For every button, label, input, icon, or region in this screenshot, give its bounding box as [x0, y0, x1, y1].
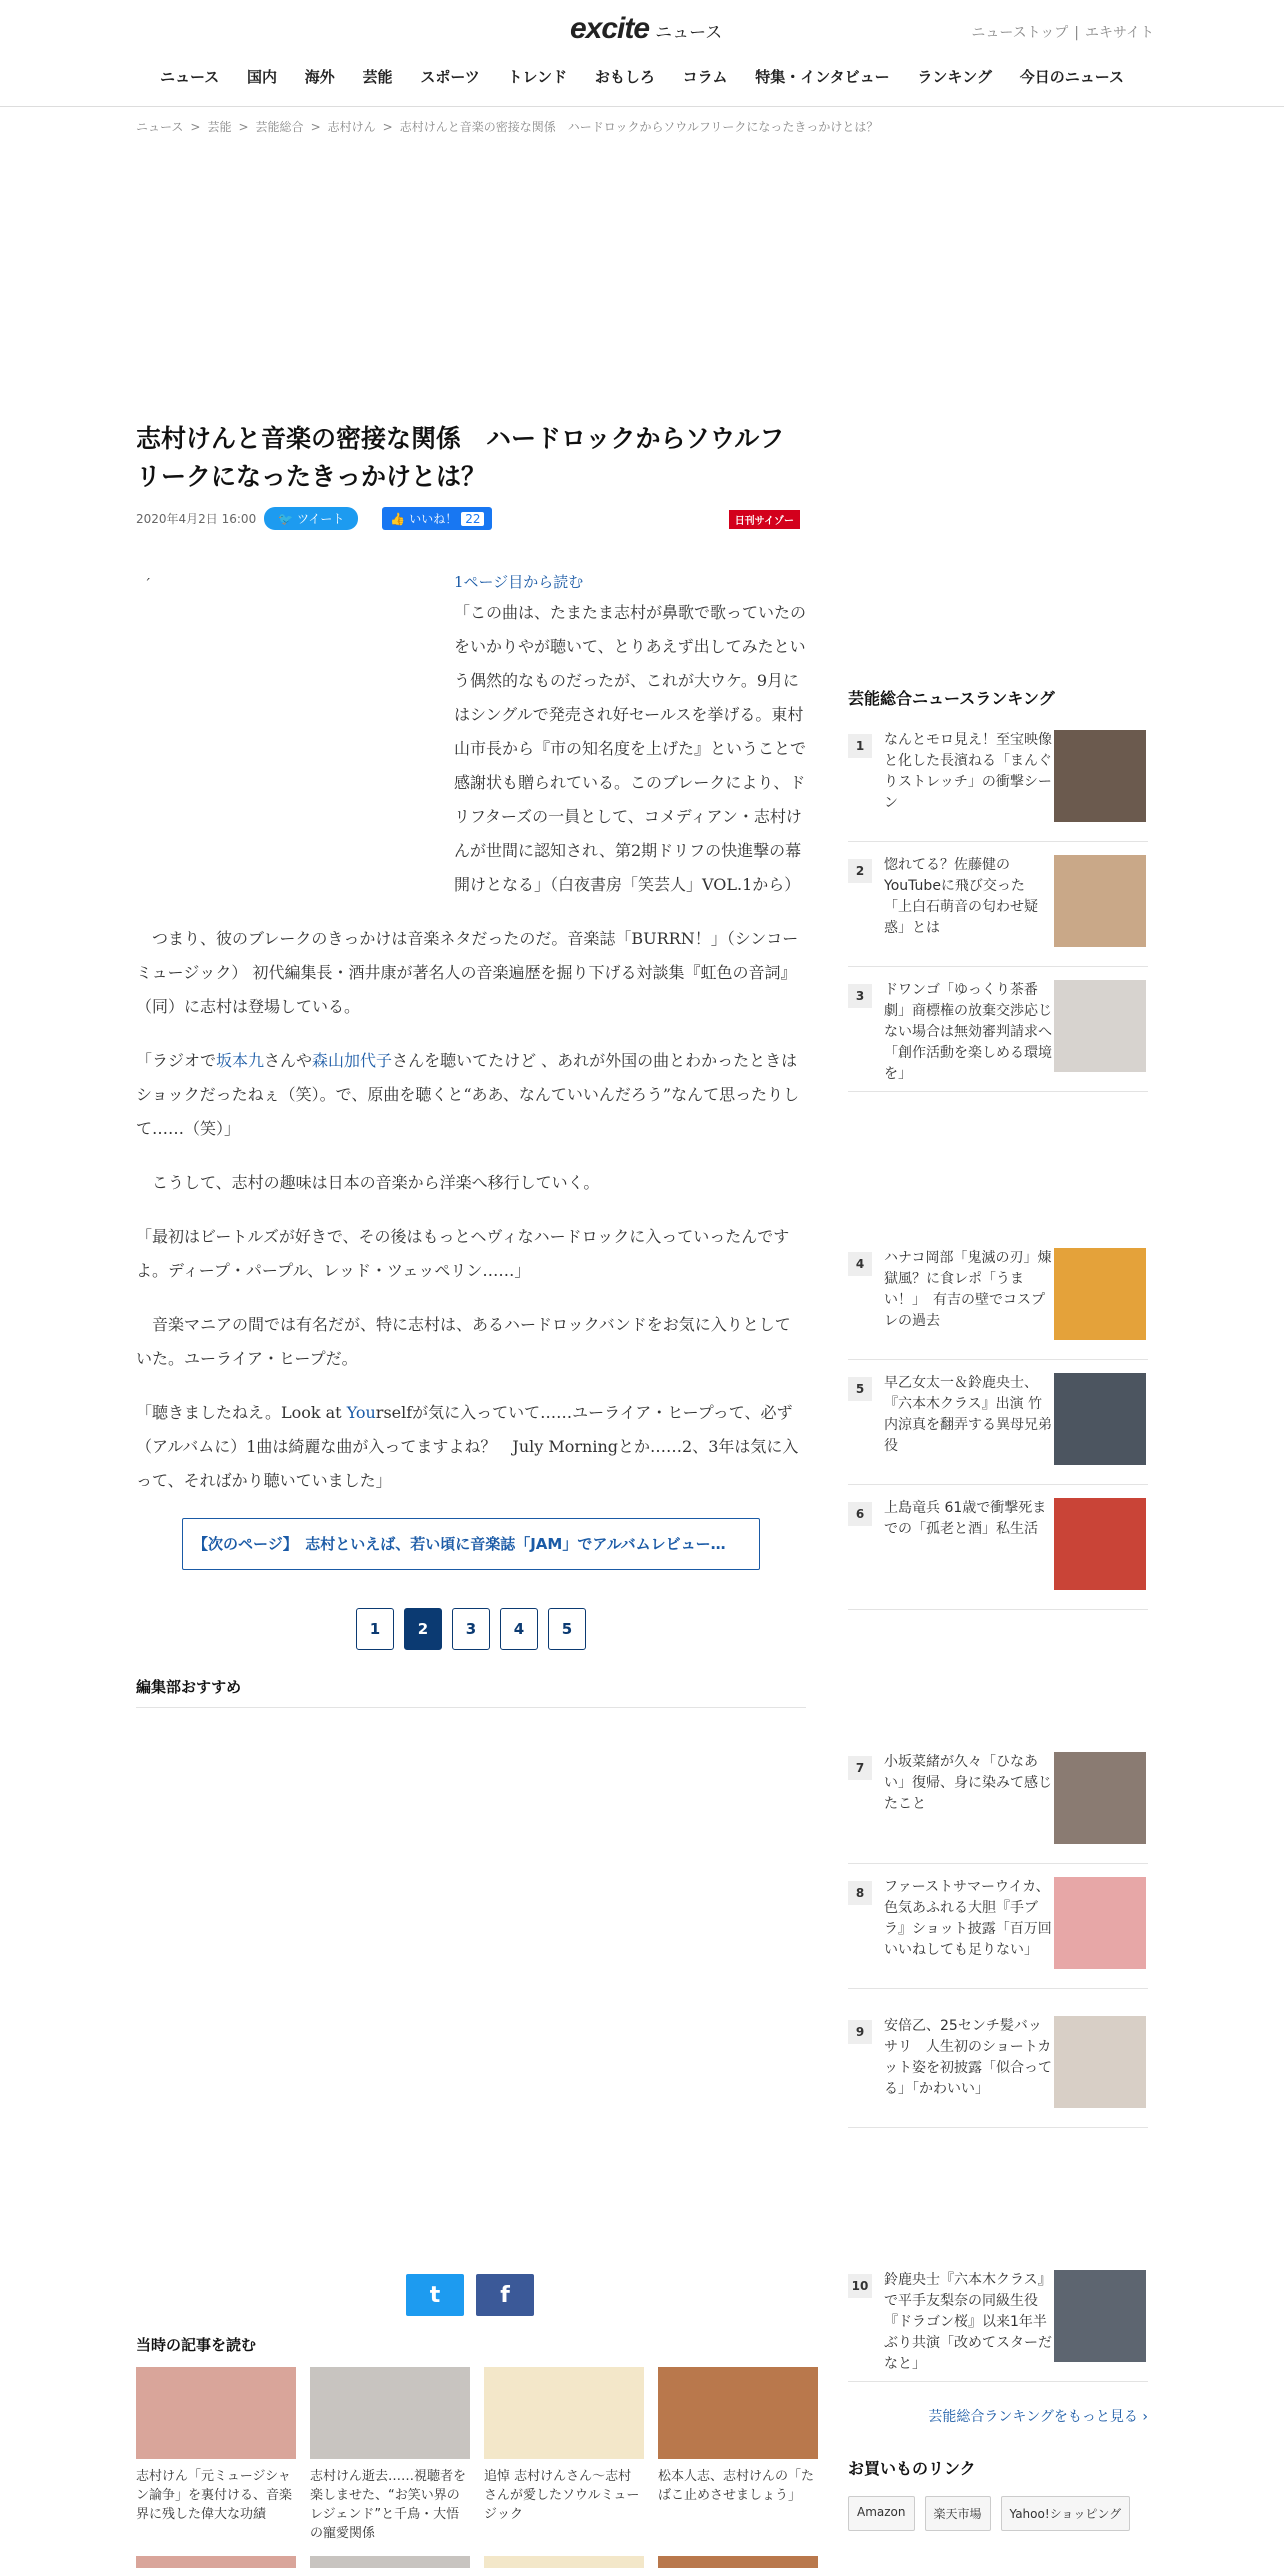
- text-span: さんを聴いてたけど 、あれが外国の曲とわかったときはショックだったねぇ（笑）。で、原曲を聴くと“ああ、なんていいんだろう”なんて思ったりして……（笑）」: [136, 1051, 800, 1138]
- article-title: 志村けんと音楽の密接な関係 ハードロックからソウルフリークになったきっかけとは？: [136, 424, 785, 491]
- share-facebook-button[interactable]: [476, 2274, 534, 2316]
- ranking-item[interactable]: [848, 730, 1148, 842]
- ranking-title: ハナコ岡部「鬼滅の刃」煉獄風？に食レポ「うまい！」 有吉の壁でコスプレの過去: [884, 1250, 1052, 1329]
- like-label: いいね！: [409, 511, 458, 526]
- page-button[interactable]: 5: [548, 1608, 586, 1650]
- nav-item[interactable]: 国内: [247, 68, 278, 86]
- nav-item[interactable]: おもしろ: [594, 68, 655, 86]
- related-thumbnail[interactable]: [310, 2556, 470, 2568]
- logo-sub: ニュース: [655, 23, 723, 43]
- tweet-button[interactable]: [264, 507, 358, 530]
- shopping-links: [848, 2496, 1130, 2531]
- rank-number: 2: [848, 859, 872, 883]
- nav-item[interactable]: トレンド: [507, 68, 568, 86]
- ranking-title: ドワンゴ「ゆっくり茶番劇」商標権の放棄交渉応じない場合は無効審判請求へ「創作活動を楽しめる環境を」: [884, 982, 1052, 1082]
- nav-item[interactable]: 芸能: [362, 68, 393, 86]
- ranking-thumbnail: [1054, 980, 1146, 1072]
- rank-number: 10: [848, 2274, 872, 2298]
- nav-item[interactable]: 海外: [304, 68, 335, 86]
- shopping-heading: お買いものリンク: [848, 2459, 976, 2478]
- ranking-thumbnail: [1054, 1373, 1146, 1465]
- rank-number: 1: [848, 734, 872, 758]
- ranking-item[interactable]: [848, 1248, 1148, 1360]
- related-title: 追悼 志村けんさん～志村さんが愛したソウルミュージック: [484, 2469, 640, 2522]
- read-first-page-link[interactable]: 1ページ目から読む: [454, 573, 584, 591]
- ranking-thumbnail: [1054, 1248, 1146, 1340]
- page-button[interactable]: 1: [356, 1608, 394, 1650]
- related-heading: 当時の記事を読む: [136, 2336, 257, 2354]
- ranking-item[interactable]: [848, 1877, 1148, 1989]
- tweet-label: ツイート: [297, 511, 345, 526]
- source-badge[interactable]: 日刊サイゾー: [729, 510, 800, 529]
- article-date: 2020年4月2日 16:00: [136, 511, 257, 526]
- rank-number: 5: [848, 1377, 872, 1401]
- like-button[interactable]: [382, 507, 492, 530]
- article-image: [136, 568, 454, 918]
- nav-item[interactable]: 今日のニュース: [1019, 68, 1124, 86]
- related-thumbnail: [484, 2367, 644, 2459]
- nav-item[interactable]: スポーツ: [420, 68, 480, 86]
- related-thumbnail[interactable]: [658, 2556, 818, 2568]
- ranking-title: 上島竜兵 61歳で衝撃死までの「孤老と酒」私生活: [884, 1500, 1047, 1537]
- pagination: [136, 1608, 806, 1650]
- ranking-heading: 芸能総合ニュースランキング: [848, 689, 1055, 708]
- related-thumbnail: [310, 2367, 470, 2459]
- ranking-thumbnail: [1054, 1752, 1146, 1844]
- thumbs-up-icon: 👍: [390, 511, 406, 526]
- nav-item[interactable]: コラム: [682, 68, 728, 86]
- text-span: 「ラジオで: [136, 1051, 217, 1070]
- related-grid: [136, 2367, 815, 2543]
- related-articles: [136, 2334, 815, 2543]
- next-page-button[interactable]: 【次のページ】 志村といえば、若い頃に音楽誌「JAM」でアルバムレビュー…: [182, 1518, 760, 1570]
- shop-link-yahoo[interactable]: Yahoo!ショッピング: [1001, 2496, 1131, 2531]
- page-button[interactable]: 3: [452, 1608, 490, 1650]
- article-meta: [136, 506, 806, 530]
- person-link[interactable]: 坂本九: [216, 1051, 265, 1070]
- paragraph: 「最初はビートルズが好きで、その後はもっとヘヴィなハードロックに入っていったんですよ。ディープ・パープル、レッド・ツェッペリン……」: [136, 1227, 790, 1280]
- related-thumbnail: [658, 2367, 818, 2459]
- ranking-thumbnail: [1054, 2270, 1146, 2362]
- related-title: 松本人志、志村けんの「たばこ止めさせましょう」: [658, 2469, 815, 2503]
- twitter-icon: 🐦: [278, 511, 294, 526]
- recommend-heading: 編集部おすすめ: [136, 1676, 806, 1708]
- paragraph: [136, 1396, 806, 1498]
- ranking-more-link[interactable]: [928, 2406, 1148, 2426]
- related-item[interactable]: [136, 2367, 296, 2543]
- paragraph: 「この曲は、たまたま志村が鼻歌で歌っていたのをいかりやが聴いて、とりあえず出してみたという偶然的なものだったが、これが大ウケ。9月にはシングルで発売され好セールスを挙げる。東村山市長から『市の知名度を上げた』ということで感謝状も贈られている。このブレークにより、ドリフターズの一員として、コメディアン・志村けんが世間に認知され、第2期ドリフの快進撃の幕開けとなる」（白夜書房「笑芸人」VOL.1から）: [454, 603, 807, 894]
- page-button[interactable]: 4: [500, 1608, 538, 1650]
- chevron-right-icon: ›: [1142, 2409, 1148, 2425]
- ranking-thumbnail: [1054, 730, 1146, 822]
- person-link[interactable]: 森山加代子: [312, 1051, 393, 1070]
- related-thumbnail[interactable]: [136, 2556, 296, 2568]
- text-span: 「聴きましたねえ。Look at: [136, 1403, 347, 1422]
- article-body: [136, 568, 806, 1570]
- related-item[interactable]: [310, 2367, 470, 2543]
- ranking-title: なんとモロ見え！至宝映像と化した長濱ねる「まんぐりストレッチ」の衝撃シーン: [884, 732, 1052, 811]
- shop-link-amazon[interactable]: Amazon: [848, 2496, 915, 2531]
- ranking-title: ファーストサマーウイカ、色気あふれる大胆『手ブラ』ショット披露「百万回いいねしても足りない」: [884, 1879, 1052, 1958]
- rank-number: 9: [848, 2020, 872, 2044]
- related-row-2: [136, 2556, 818, 2568]
- related-thumbnail[interactable]: [484, 2556, 644, 2568]
- logo-mark-text: excite: [570, 12, 650, 45]
- text-span: rselfが気に入っていて……ユーライア・ヒープって、必ず（アルバムに）1曲は綺麗な曲が入ってますよね？ July Morningとか……2、3年は気に入って、そればかり聴いていました」: [136, 1403, 799, 1490]
- breadcrumb-current: 志村けんと音楽の密接な関係 ハードロックからソウルフリークになったきっかけとは？: [399, 120, 879, 134]
- breadcrumb-item[interactable]: ニュース: [136, 120, 184, 134]
- paragraph: 音楽マニアの間では有名だが、特に志村は、あるハードロックバンドをお気に入りとしていた。ユーライア・ヒープだ。: [136, 1315, 791, 1368]
- site-logo[interactable]: [570, 12, 722, 46]
- ranking-thumbnail: [1054, 1498, 1146, 1590]
- nav-item[interactable]: ニュース: [160, 68, 220, 86]
- page-button-current[interactable]: 2: [404, 1608, 442, 1650]
- breadcrumb-item[interactable]: 芸能: [207, 120, 232, 134]
- ranking-item[interactable]: [848, 980, 1148, 1092]
- related-title: 志村けん「元ミュージシャン論争」を裏付ける、音楽界に残した偉大な功績: [136, 2469, 293, 2522]
- related-thumbnail: [136, 2367, 296, 2459]
- rank-number: 3: [848, 984, 872, 1008]
- ranking-item[interactable]: [848, 855, 1148, 967]
- ranking-title: 早乙女太一＆鈴鹿央士、『六本木クラス』出演 竹内涼真を翻弄する異母兄弟役: [884, 1375, 1052, 1454]
- rank-number: 7: [848, 1756, 872, 1780]
- ranking-item[interactable]: [848, 2016, 1148, 2128]
- site-header: [0, 0, 1284, 107]
- rank-number: 6: [848, 1502, 872, 1526]
- share-buttons: [406, 2274, 534, 2316]
- share-twitter-button[interactable]: [406, 2274, 464, 2316]
- ranking-thumbnail: [1054, 855, 1146, 947]
- related-title: 志村けん逝去……視聴者を楽しませた、“お笑い界のレジェンド”と千鳥・大悟の寵愛関係: [310, 2469, 467, 2541]
- paragraph: [136, 1044, 806, 1146]
- rank-number: 4: [848, 1252, 872, 1276]
- top-link-excite[interactable]: エキサイト: [1084, 25, 1154, 41]
- global-nav: [136, 66, 1148, 87]
- related-item[interactable]: [484, 2367, 644, 2543]
- ranking-thumbnail: [1054, 2016, 1146, 2108]
- ranking-item[interactable]: [848, 1752, 1148, 1864]
- ranking-item[interactable]: [848, 1373, 1148, 1485]
- nav-item[interactable]: ランキング: [917, 68, 992, 86]
- nav-item[interactable]: 特集・インタビュー: [755, 68, 890, 86]
- article-main: [136, 420, 806, 1708]
- shop-link-rakuten[interactable]: 楽天市場: [925, 2496, 991, 2531]
- top-link-news[interactable]: ニューストップ: [971, 25, 1069, 41]
- ranking-more-label: 芸能総合ランキングをもっと見る: [928, 2409, 1138, 2425]
- twitter-icon: t: [429, 2282, 441, 2308]
- ranking-thumbnail: [1054, 1877, 1146, 1969]
- breadcrumb-item[interactable]: 志村けん: [327, 120, 376, 134]
- breadcrumb: ニュース > 芸能 > 芸能総合 > 志村けん > 志村けんと音楽の密接な関係 ハードロックからソウルフリークになったきっかけとは？: [136, 120, 879, 134]
- paragraph: こうして、志村の趣味は日本の音楽から洋楽へ移行していく。: [136, 1173, 600, 1192]
- ranking-title: 安倍乙、25センチ髪バッサリ 人生初のショートカット姿を初披露「似合ってる」「かわいい」: [884, 2018, 1052, 2097]
- image-mark: ´: [144, 577, 151, 593]
- keyword-link[interactable]: You: [346, 1403, 376, 1422]
- ranking-item[interactable]: [848, 1498, 1148, 1610]
- ranking-title: 鈴鹿央士『六本木クラス』で平手友梨奈の同級生役 『ドラゴン桜』以来1年半ぶり共演「改めてスターだなと」: [884, 2272, 1052, 2372]
- like-count: 22: [461, 512, 484, 526]
- ranking-title: 惚れてる？佐藤健のYouTubeに飛び交った「上白石萌音の匂わせ疑惑」とは: [884, 857, 1038, 936]
- rank-number: 8: [848, 1881, 872, 1905]
- related-item[interactable]: [658, 2367, 818, 2543]
- logo-mark: [570, 12, 649, 46]
- facebook-icon: f: [500, 2282, 510, 2308]
- breadcrumb-item[interactable]: 芸能総合: [255, 120, 304, 134]
- text-span: さんや: [264, 1051, 313, 1070]
- ranking-item[interactable]: [848, 2270, 1148, 2382]
- top-links: ニューストップ | エキサイト: [971, 25, 1154, 41]
- paragraph: つまり、彼のブレークのきっかけは音楽ネタだったのだ。音楽誌「BURRN！」（シンコーミュージック） 初代編集長・酒井康が著名人の音楽遍歴を掘り下げる対談集『虹色の音詞』（同）に志村は登場している。: [136, 929, 799, 1016]
- ranking-title: 小坂菜緒が久々「ひなあい」復帰、身に染みて感じたこと: [884, 1754, 1052, 1812]
